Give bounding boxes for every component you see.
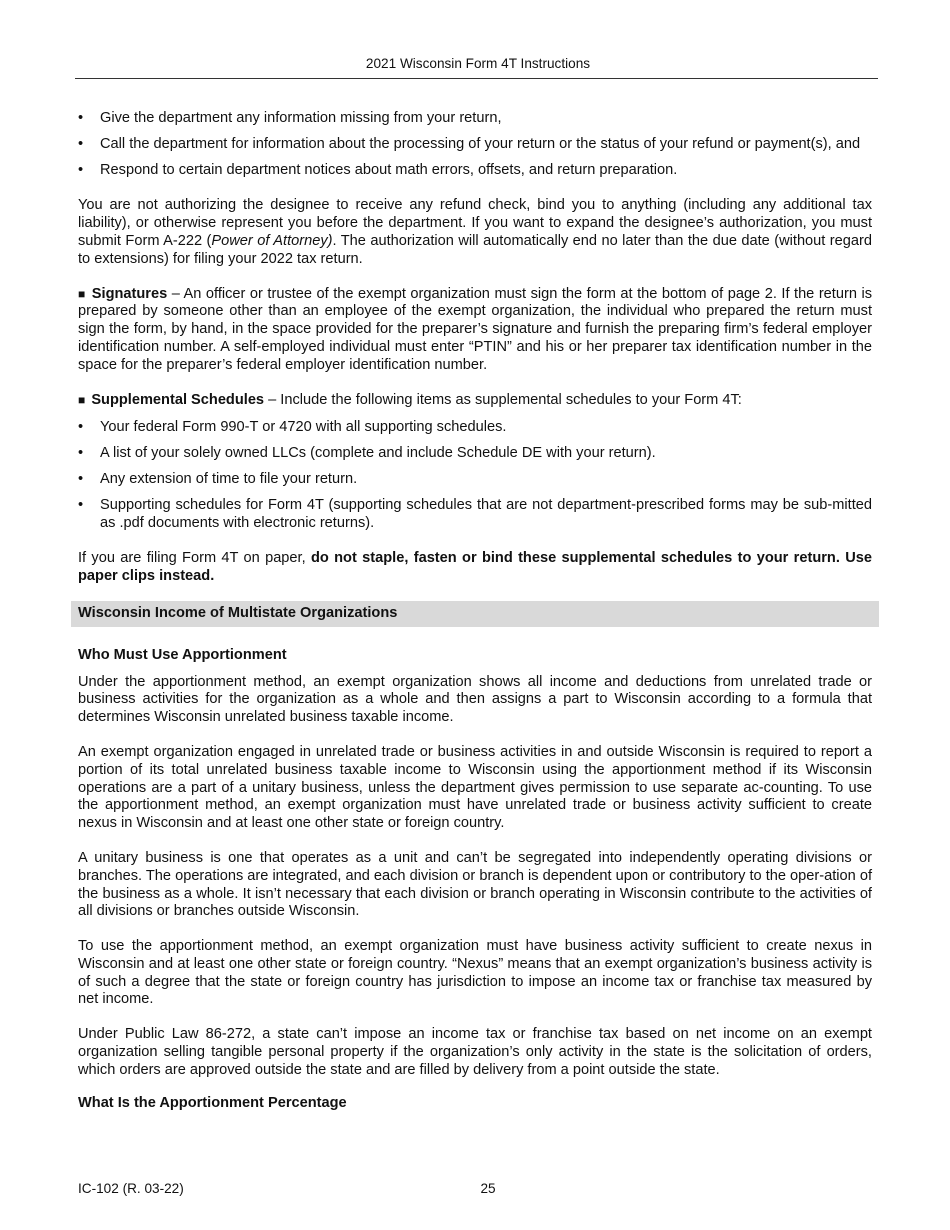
- list-item: • Give the department any information missing from your return,: [78, 110, 872, 128]
- who-must-heading: Who Must Use Apportionment: [78, 646, 287, 663]
- designee-bullet-list: [78, 110, 872, 179]
- square-bullet-icon: ■: [78, 392, 86, 407]
- page-number: 25: [480, 1181, 496, 1196]
- apportionment-percentage-heading: What Is the Apportionment Percentage: [78, 1094, 347, 1111]
- supplemental-paragraph: ■ Supplemental Schedules – Include the following items as supplemental schedules to your Form 4T:: [78, 391, 742, 408]
- designee-paragraph: You are not authorizing the designee to receive any refund check, bind you to anything (including any additional tax liability), or otherwise represent you before the department. If you want to expand the designee’s authorization, you must submit Form A-222 (Power of Attorney). The authorization will automatically end no later than the due date (without regard to extensions) for filing your 2022 tax return.: [78, 197, 872, 267]
- apportionment-paragraph-1: Under the apportionment method, an exempt organization shows all income and deductions from unrelated trade or business activities for the organization as a whole and then assigns a part to Wisconsin according to a formula that determines Wisconsin unrelated business taxable income.: [78, 673, 872, 726]
- paper-filing-note: If you are filing Form 4T on paper, do not staple, fasten or bind these supplemental schedules to your return. Use paper clips instead.: [78, 550, 872, 585]
- apportionment-paragraph-2: An exempt organization engaged in unrelated trade or business activities in and outside Wisconsin is required to report a portion of its total unrelated business taxable income to Wisconsin using the apportionment method if its Wisconsin operations are a part of a unitary business, unless the department gives permission to use separate ac-counting. To use the apportionment method, an exempt organization must have unrelated trade or business activity sufficient to create nexus in Wisconsin and at least one other state or foreign country.: [78, 743, 872, 832]
- list-item: • Call the department for information about the processing of your return or the status of your refund or payment(s), and: [78, 136, 872, 154]
- form-id: IC-102 (R. 03-22): [78, 1181, 184, 1196]
- list-item: • Supporting schedules for Form 4T (supporting schedules that are not department-prescribed forms may be sub-mitted as .pdf documents with electronic returns).: [78, 497, 872, 533]
- list-item: • Respond to certain department notices about math errors, offsets, and return preparation.: [78, 162, 872, 180]
- header-rule: [75, 78, 878, 79]
- supplemental-bullet-list: [78, 419, 872, 532]
- section-title-bar: Wisconsin Income of Multistate Organizations: [71, 601, 879, 627]
- list-item: • Any extension of time to file your return.: [78, 471, 872, 489]
- unitary-business-paragraph: A unitary business is one that operates as a unit and can’t be segregated into independently operating divisions or branches. The operations are integrated, and each division or branch is dependent upon or contributory to the oper-ation of the business as a whole. It isn’t necessary that each division or branch operating in Wisconsin contribute to the activities of all divisions or branches outside Wisconsin.: [78, 849, 872, 920]
- page-content: [78, 110, 872, 1112]
- signatures-heading: Signatures: [91, 285, 168, 302]
- square-bullet-icon: ■: [78, 286, 86, 301]
- public-law-paragraph: Under Public Law 86-272, a state can’t impose an income tax or franchise tax based on net income on an exempt organization selling tangible personal property if the organization’s only activity in the state is the solicitation of orders, which orders are approved outside the state and are filled by delivery from a point outside the state.: [78, 1026, 872, 1078]
- page-header: 2021 Wisconsin Form 4T Instructions: [365, 56, 591, 71]
- nexus-paragraph: To use the apportionment method, an exempt organization must have business activity sufficient to create nexus in Wisconsin and at least one other state or foreign country. “Nexus” means that an exempt organization’s business activity is of such a degree that the state or foreign country has jurisdiction to impose an income tax or franchise tax measured by net income.: [78, 938, 872, 1008]
- list-item: • A list of your solely owned LLCs (complete and include Schedule DE with your return).: [78, 445, 872, 463]
- list-item: • Your federal Form 990-T or 4720 with all supporting schedules.: [78, 419, 872, 437]
- supplemental-heading: Supplemental Schedules: [91, 391, 265, 408]
- signatures-paragraph: ■ Signatures – An officer or trustee of the exempt organization must sign the form at the bottom of page 2. If the return is prepared by someone other than an employee of the exempt organization, the individual who prepared the return must sign the form, by hand, in the space provided for the preparer’s signature and furnish the preparing firm’s federal employer identification number. A self-employed individual must enter “PTIN” and his or her preparer tax identification number in the space for the preparer’s federal employer identification number.: [78, 285, 873, 373]
